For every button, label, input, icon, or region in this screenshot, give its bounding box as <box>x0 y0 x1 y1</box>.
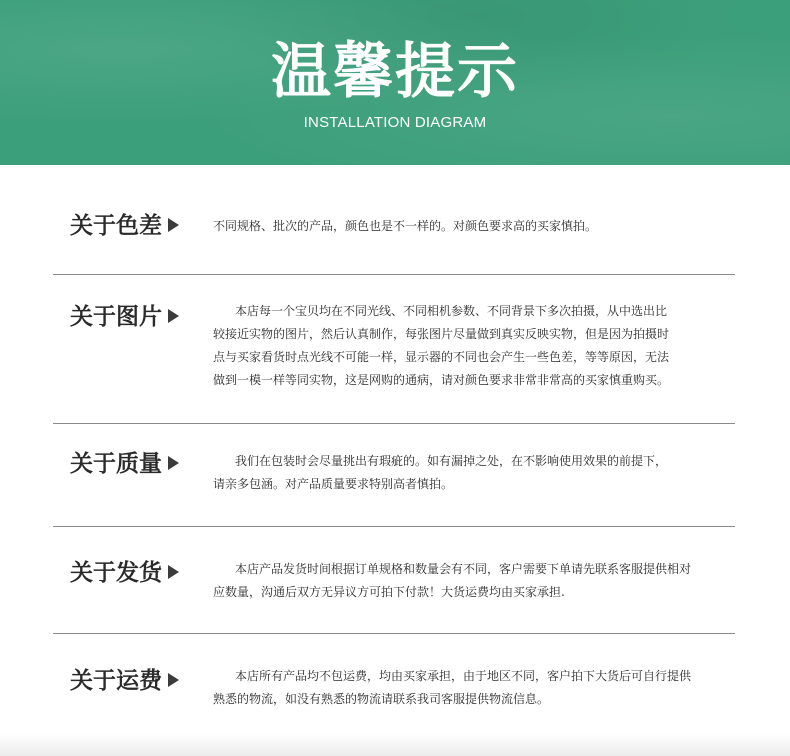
section-body-line: 应数量，沟通后双方无异议方可拍下付款！大货运费均由买家承担. <box>213 585 565 599</box>
triangle-arrow-icon <box>168 456 179 470</box>
section-body-line: 做到一模一样等同实物，这是网购的通病，请对颜色要求非常非常高的买家慎重购买。 <box>213 373 670 387</box>
section-body <box>213 558 733 604</box>
section-heading: 关于质量 <box>70 450 179 478</box>
section-body-line: 本店产品发货时间根据订单规格和数量会有不同，客户需要下单请先联系客服提供相对 <box>235 562 692 576</box>
triangle-arrow-icon <box>168 309 179 323</box>
section-divider <box>53 526 735 527</box>
bottom-shade <box>0 734 790 756</box>
section-body-line: 点与买家看货时点光线不可能一样，显示器的不同也会产生一些色差，等等原因，无法 <box>213 350 670 364</box>
section-heading: 关于图片 <box>70 303 179 331</box>
section-body <box>213 665 733 711</box>
section-heading: 关于发货 <box>70 559 179 587</box>
header-banner <box>0 0 790 165</box>
section-heading: 关于运费 <box>70 667 179 695</box>
section-divider <box>53 633 735 634</box>
section-divider <box>53 274 735 275</box>
section-shipping <box>53 558 735 608</box>
section-body-line: 不同规格、批次的产品，颜色也是不一样的。对颜色要求高的买家慎拍。 <box>213 219 598 233</box>
triangle-arrow-icon <box>168 673 179 687</box>
triangle-arrow-icon <box>168 218 179 232</box>
section-divider <box>53 423 735 424</box>
section-body-line: 本店所有产品均不包运费，均由买家承担，由于地区不同，客户拍下大货后可自行提供 <box>235 669 692 683</box>
banner-subtitle: INSTALLATION DIAGRAM <box>303 114 487 131</box>
banner-title: 温馨提示 <box>271 37 519 107</box>
section-body-line: 熟悉的物流，如没有熟悉的物流请联系我司客服提供物流信息。 <box>213 692 550 706</box>
section-pictures <box>53 300 735 400</box>
section-body-line: 本店每一个宝贝均在不同光线、不同相机参数、不同背景下多次拍摄，从中选出比 <box>235 304 668 318</box>
section-body <box>213 300 733 392</box>
section-body-line: 请亲多包涵。对产品质量要求特别高者慎拍。 <box>213 477 454 491</box>
section-body-line: 较接近实物的图片，然后认真制作，每张图片尽量做到真实反映实物，但是因为拍摄时 <box>213 327 670 341</box>
triangle-arrow-icon <box>168 565 179 579</box>
section-heading: 关于色差 <box>70 212 179 240</box>
section-color-difference <box>53 210 735 250</box>
section-body <box>213 450 733 496</box>
section-body <box>213 215 733 238</box>
section-freight <box>53 665 735 715</box>
section-quality <box>53 450 735 500</box>
section-body-line: 我们在包装时会尽量挑出有瑕疵的。如有漏掉之处，在不影响使用效果的前提下， <box>235 454 668 468</box>
